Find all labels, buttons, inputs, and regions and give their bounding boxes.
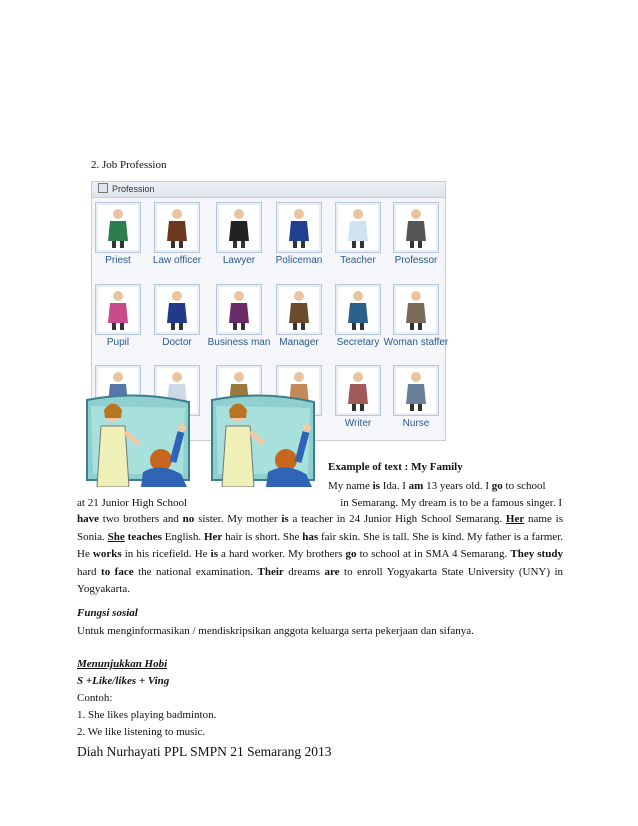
profession-label: Woman staffer: [383, 337, 449, 348]
profession-label: Law officer: [152, 255, 202, 266]
profession-tile[interactable]: [154, 284, 200, 335]
profession-label: Secretary: [336, 337, 380, 348]
profession-tile[interactable]: [335, 365, 381, 416]
profession-label: Business man: [207, 337, 271, 348]
teacher-clipart-icon: [202, 392, 324, 487]
profession-label: Doctor: [162, 337, 192, 348]
profession-label: Pupil: [106, 337, 130, 348]
profession-label: Manager: [279, 337, 319, 348]
hobi-example-1: 1. She likes playing badminton.: [77, 709, 217, 721]
profession-tile[interactable]: [216, 284, 262, 335]
lawyer-icon: [225, 207, 253, 249]
section-heading: 2. Job Profession: [91, 159, 167, 171]
panel-header: [92, 182, 445, 198]
professor-icon: [402, 207, 430, 249]
hobi-example-2: 2. We like listening to music.: [77, 726, 206, 738]
profession-tile[interactable]: [95, 202, 141, 253]
secretary-icon: [344, 289, 372, 331]
nurse-icon: [402, 370, 430, 412]
pupil-icon: [104, 289, 132, 331]
profession-tile[interactable]: [276, 202, 322, 253]
writer-icon: [344, 370, 372, 412]
paragraph-line-1: My name is Ida. I am 13 years old. I go to school: [328, 480, 546, 492]
hobi-formula: S +Like/likes + Ving: [77, 675, 170, 687]
paragraph-body: have two brothers and no sister. My mother is a teacher in 24 Junior High School Semarang. Her name is Sonia. She teaches English. Her hair is short. She has fair skin. She is tall. She is kind. My father is a farmer. He works in his ricefield. He is a hard worker. My brothers go to school at in SMA 4 Semarang. They study hard to face the national examination. Their dreams are to enroll Yogyakarta State University (UNY) in Yogyakarta.: [77, 513, 564, 595]
fungsi-text: Untuk menginformasikan / mendiskripsikan anggota keluarga serta pekerjaan dan sifanya.: [77, 625, 474, 637]
fungsi-title: Fungsi sosial: [77, 607, 138, 619]
teacher-clipart-1: [77, 392, 199, 487]
profession-tile[interactable]: [95, 284, 141, 335]
profession-tile[interactable]: [393, 284, 439, 335]
priest-icon: [104, 207, 132, 249]
profession-label: Policeman: [275, 255, 323, 266]
profession-label: Priest: [105, 255, 131, 266]
teacher-clipart-2: [202, 392, 324, 487]
profession-label: Writer: [344, 418, 372, 429]
profession-tile[interactable]: [276, 284, 322, 335]
manager-icon: [285, 289, 313, 331]
folder-icon: [98, 183, 108, 193]
doctor-icon: [163, 289, 191, 331]
hobi-contoh: Contoh:: [77, 692, 113, 704]
policeman-icon: [285, 207, 313, 249]
law-officer-icon: [163, 207, 191, 249]
hobi-title: Menunjukkan Hobi: [77, 658, 168, 670]
example-title: Example of text : My Family: [328, 461, 463, 473]
profession-label: Nurse: [402, 418, 430, 429]
profession-tile[interactable]: [335, 202, 381, 253]
woman-staffer-icon: [402, 289, 430, 331]
footer-text: Diah Nurhayati PPL SMPN 21 Semarang 2013: [77, 744, 332, 759]
profession-tile[interactable]: [335, 284, 381, 335]
profession-label: Professor: [394, 255, 438, 266]
profession-tile[interactable]: [393, 365, 439, 416]
profession-tile[interactable]: [216, 202, 262, 253]
profession-label: Lawyer: [222, 255, 256, 266]
businessman-icon: [225, 289, 253, 331]
profession-tile[interactable]: [393, 202, 439, 253]
profession-tile[interactable]: [154, 202, 200, 253]
paragraph-line-2-right: in Semarang. My dream is to be a famous singer. I: [340, 497, 562, 509]
profession-label: Teacher: [340, 255, 376, 266]
teacher-clipart-icon: [77, 392, 199, 487]
panel-title: Profession: [112, 184, 155, 194]
teacher-icon: [344, 207, 372, 249]
paragraph-line-2-left: at 21 Junior High School: [77, 497, 187, 509]
